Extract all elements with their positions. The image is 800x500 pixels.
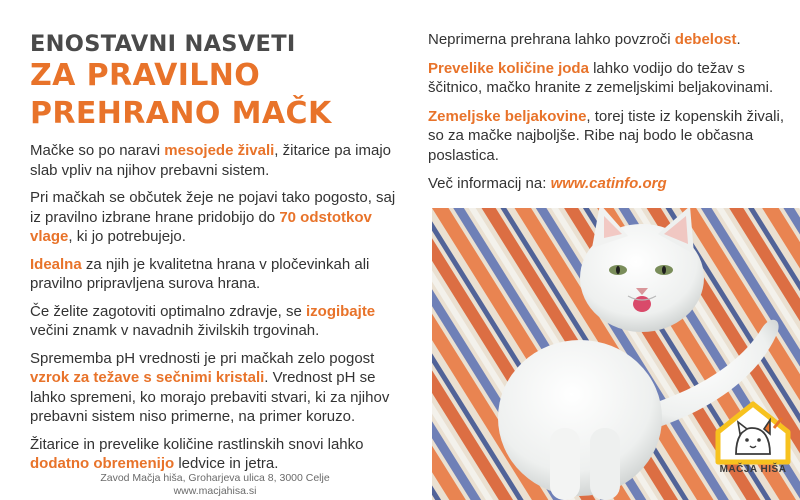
more-info: Več informacij na: www.catinfo.org xyxy=(428,175,667,192)
highlight: izogibajte xyxy=(305,302,376,320)
highlight: Zemeljske beljakovine xyxy=(428,107,587,125)
highlight: Prevelike količine joda xyxy=(428,59,589,77)
tip-paragraph-9: Zemeljske beljakovine, torej tiste iz kopenskih živali, so za mačke najboljše. Ribe naj bodo le občasna poslastica. xyxy=(428,107,784,164)
logo-label: MAČJA HIŠA xyxy=(719,464,787,475)
footer-address: Zavod Mačja hiša, Groharjeva ulica 8, 3000 Celje xyxy=(100,472,330,484)
tips-list xyxy=(30,141,400,474)
highlight: mesojede živali xyxy=(164,142,275,159)
catinfo-link[interactable]: www.catinfo.org xyxy=(550,175,667,192)
right-column xyxy=(428,30,788,203)
tip-paragraph-6: Žitarice in prevelike količine rastlinskih snovi lahko dodatno obremenijo ledvice in jetra. xyxy=(30,435,364,472)
tip-paragraph-8: Prevelike količine joda lahko vodijo do težav s ščitnico, mačko hranite z zemeljskimi beljakovinami. xyxy=(428,59,774,96)
tip-paragraph-2: Pri mačkah se občutek žeje ne pojavi tako pogosto, saj iz pravilno izbrane hrane pridobijo do 70 odstotkov vlage, ki jo potrebujejo. xyxy=(30,189,396,245)
footer-website: www.macjahisa.si xyxy=(173,485,257,497)
tip-paragraph-7: Neprimerna prehrana lahko povzroči debelost. xyxy=(428,31,741,48)
highlight: vzrok za težave s sečnimi kristali xyxy=(30,369,265,386)
title-line-2: ZA PRAVILNO xyxy=(30,58,261,93)
title-line-1: ENOSTAVNI NASVETI xyxy=(30,31,296,57)
tip-paragraph-5: Sprememba pH vrednosti je pri mačkah zelo pogost vzrok za težave s sečnimi kristali. Vrednost pH se lahko spremeni, ko morajo prebaviti stvari, ki za njihov prebavni sistem niso primerne, na primer koruzo. xyxy=(30,349,390,425)
tip-paragraph-3: Idealna za njih je kvalitetna hrana v pločevinkah ali pravilno pripravljena surova hrana. xyxy=(30,255,370,292)
macja-hisa-logo xyxy=(712,398,794,494)
left-column xyxy=(30,30,400,474)
title-line-3: PREHRANO MAČK xyxy=(30,96,332,131)
highlight: debelost xyxy=(674,31,737,48)
highlight: Idealna xyxy=(30,255,82,273)
highlight: dodatno obremenijo xyxy=(30,455,175,472)
tip-paragraph-4: Če želite zagotoviti optimalno zdravje, se izogibajte večini znamk v navadnih živilskih trgovinah. xyxy=(30,302,376,339)
tip-paragraph-1: Mačke so po naravi mesojede živali, žitarice pa imajo slab vpliv na njihov prebavni sistem. xyxy=(30,142,392,179)
highlight: 70 odstotkov vlage xyxy=(30,208,372,245)
footer xyxy=(30,472,400,498)
house-cat-logo-icon xyxy=(712,398,794,494)
